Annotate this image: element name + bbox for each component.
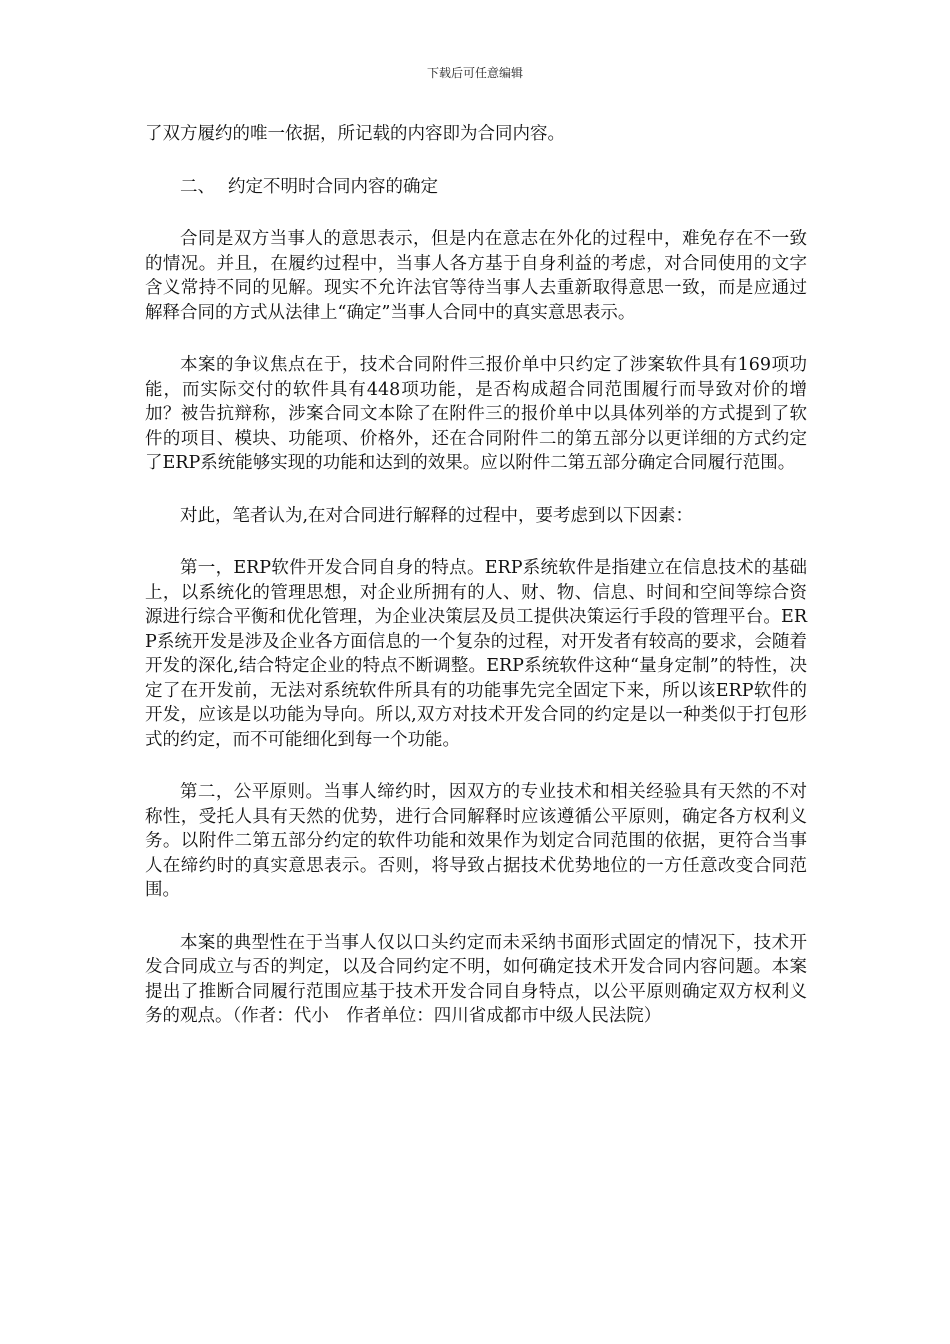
paragraph-factor-one: 第一，ERP软件开发合同自身的特点。ERP系统软件是指建立在信息技术的基础上，以系统化的管理思想，对企业所拥有的人、财、物、信息、时间和空间等综合资源进行综合平衡和优化管理，为企业决策层及员工提供决策运行手段的管理平台。ERP系统开发是涉及企业各方面信息的一个复杂的过程，对开发者有较高的要求，会随着开发的深化,结合特定企业的特点不断调整。ERP系统软件这种“量身定制”的特性，决定了在开发前，无法对系统软件所具有的功能事先完全固定下来，所以该ERP软件的开发，应该是以功能为导向。所以,双方对技术开发合同的约定是以一种类似于打包形式的约定，而不可能细化到每一个功能。 xyxy=(145,558,807,750)
paragraph-author-view: 对此，笔者认为,在对合同进行解释的过程中，要考虑到以下因素： xyxy=(180,505,694,526)
paragraph-case-significance: 本案的典型性在于当事人仅以口头约定而未采纳书面形式固定的情况下，技术开发合同成立与否的判定，以及合同约定不明，如何确定技术开发合同内容问题。本案提出了推断合同履行范围应基于技术开发合同自身特点，以公平原则确定双方权利义务的观点。（作者：代小 作者单位：四川省成都市中级人民法院） xyxy=(145,932,807,1026)
paragraph-contract-intent: 合同是双方当事人的意思表示，但是内在意志在外化的过程中，难免存在不一致的情况。并且，在履约过程中，当事人各方基于自身利益的考虑，对合同使用的文字含义常持不同的见解。现实不允许法官等待当事人去重新取得意思一致，而是应通过解释合同的方式从法律上“确定”当事人合同中的真实意思表示。 xyxy=(145,229,807,323)
section-heading-text: 约定不明时合同内容的确定 xyxy=(228,176,438,197)
section-heading-number: 二、 xyxy=(180,176,215,197)
paragraph-dispute-focus: 本案的争议焦点在于，技术合同附件三报价单中只约定了涉案软件具有169项功能，而实际交付的软件具有448项功能，是否构成超合同范围履行而导致对价的增加？被告抗辩称，涉案合同文本除了在附件三的报价单中以具体列举的方式提到了软件的项目、模块、功能项、价格外，还在合同附件二的第五部分以更详细的方式约定了ERP系统能够实现的功能和达到的效果。应以附件二第五部分确定合同履行范围。 xyxy=(145,355,807,473)
document-body xyxy=(145,122,807,1057)
section-heading xyxy=(145,175,807,200)
page-header: 下载后可任意编辑 xyxy=(426,66,523,80)
paragraph-factor-two: 第二，公平原则。当事人缔约时，因双方的专业技术和相关经验具有天然的不对称性，受托人具有天然的优势，进行合同解释时应该遵循公平原则，确定各方权利义务。以附件二第五部分约定的软件功能和效果作为划定合同范围的依据，更符合当事人在缔约时的真实意思表示。否则，将导致占据技术优势地位的一方任意改变合同范围。 xyxy=(145,782,807,900)
paragraph-continuation: 了双方履约的唯一依据，所记载的内容即为合同内容。 xyxy=(145,124,565,144)
